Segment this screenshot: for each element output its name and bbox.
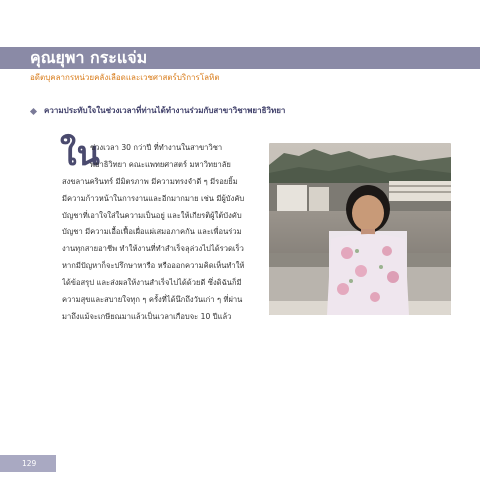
body-line: บัญชาที่เอาใจใส่ในความเป็นอยู่ และให้เกียรติผู้ใต้บังคับ: [62, 210, 242, 220]
body-line: งานทุกสายอาชีพ ทำให้งานที่ทำสำเร็จลุล่วงไปได้รวดเร็ว: [62, 244, 244, 254]
body-line: มาถึงแม้จะเกษียณมาแล้วเป็นเวลาเกือบจะ 10 ปีแล้ว: [62, 311, 232, 321]
body-line: ได้ข้อสรุป และส่งผลให้งานสำเร็จไปได้ด้วยดี ซึ่งดิฉันก็มี: [62, 278, 242, 288]
diamond-bullet-icon: [30, 107, 37, 114]
body-line: ช่วงเวลา 30 กว่าปี ที่ทำงานในสาขาวิชา: [90, 143, 223, 152]
section-heading: [31, 105, 285, 117]
person-name: คุณยุพา กระแจ่ม: [30, 48, 148, 67]
body-paragraph: [62, 140, 244, 326]
drop-cap: ใน: [60, 134, 100, 174]
portrait-photo: [269, 143, 451, 315]
body-line: บัญชา มีความเอื้อเฟื้อเผื่อแผ่เสมอภาคกัน และเพื่อนร่วม: [62, 227, 242, 237]
body-line: ความสุขและสบายใจทุก ๆ ครั้งที่ได้นึกถึงวันเก่า ๆ ที่ผ่าน: [62, 295, 243, 305]
body-line: สงขลานครินทร์ มีมิตรภาพ มีความทรงจำดี ๆ มีรอยยิ้ม: [62, 176, 238, 186]
page-number: 129: [22, 459, 37, 468]
body-line: มีความก้าวหน้าในการงานและอีกมากมาย เช่น มีผู้บังคับ: [62, 193, 245, 203]
person-subtitle: อดีตบุคลากรหน่วยคลังเลือดและเวชศาสตร์บริการโลหิต: [30, 73, 220, 82]
body-line: พยาธิวิทยา คณะแพทยศาสตร์ มหาวิทยาลัย: [90, 159, 231, 169]
section-title: ความประทับใจในช่วงเวลาที่ท่านได้ทำงานร่วมกับสาขาวิชาพยาธิวิทยา: [44, 106, 286, 115]
body-line: หากมีปัญหาก็จะปรึกษาหารือ หรือออกความคิดเห็นทำให้: [62, 261, 245, 271]
